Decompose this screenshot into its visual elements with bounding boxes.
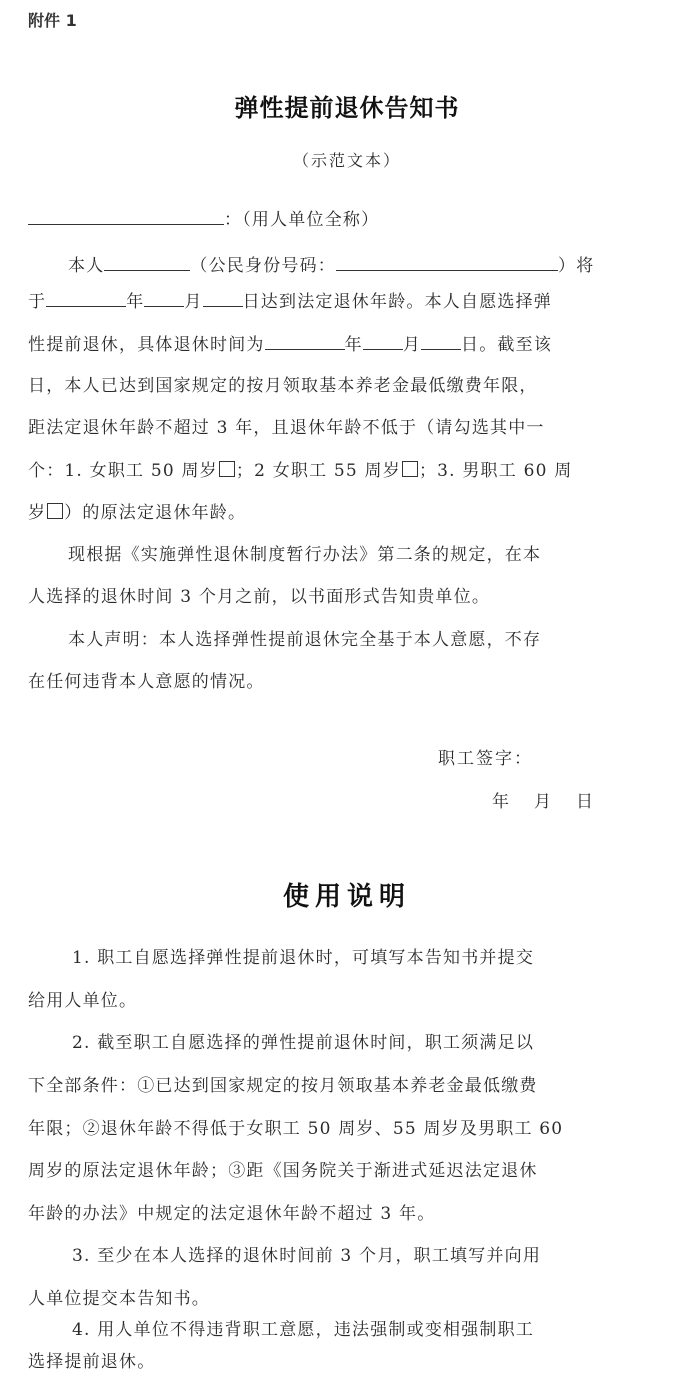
p1-line-2 bbox=[28, 288, 650, 314]
instruction-3-line-1: 3. 至少在本人选择的退休时间前 3 个月，职工填写并向用 bbox=[72, 1246, 542, 1266]
p1-text: 年 bbox=[344, 335, 363, 355]
signature-label: 职工签字： bbox=[438, 749, 533, 769]
instruction-1-line-1: 1. 职工自愿选择弹性提前退休时，可填写本告知书并提交 bbox=[72, 948, 535, 968]
p1-line-7 bbox=[28, 501, 650, 525]
p1-line-3 bbox=[28, 331, 650, 357]
p1-text: ；2 女职工 55 周岁 bbox=[235, 461, 401, 481]
name-blank[interactable] bbox=[104, 252, 190, 271]
instruction-4-line-2: 选择提前退休。 bbox=[28, 1352, 156, 1372]
retire-month-blank[interactable] bbox=[363, 331, 403, 350]
instruction-3-line-2: 人单位提交本告知书。 bbox=[28, 1289, 210, 1309]
p2-line-2: 人选择的退休时间 3 个月之前，以书面形式告知贵单位。 bbox=[28, 587, 491, 607]
p1-text: 个：1. 女职工 50 周岁 bbox=[28, 461, 218, 481]
instruction-4-line-1: 4. 用人单位不得违背职工意愿，违法强制或变相强制职工 bbox=[72, 1320, 535, 1340]
id-number-blank[interactable] bbox=[336, 252, 558, 271]
male-60-checkbox[interactable] bbox=[47, 503, 63, 519]
p1-text: 日达到法定退休年龄。本人自愿选择弹 bbox=[242, 292, 553, 312]
p1-text: ）的原法定退休年龄。 bbox=[64, 503, 247, 523]
p2-line-1: 现根据《实施弹性退休制度暂行办法》第二条的规定，在本 bbox=[68, 545, 542, 565]
addressee-suffix: ：（用人单位全称） bbox=[224, 210, 380, 230]
female-55-checkbox[interactable] bbox=[402, 461, 418, 477]
retire-day-blank[interactable] bbox=[421, 331, 461, 350]
p1-text: 月 bbox=[402, 335, 422, 355]
instruction-2-line-1: 2. 截至职工自愿选择的弹性提前退休时间，职工须满足以 bbox=[72, 1033, 535, 1053]
attachment-label: 附件 1 bbox=[28, 11, 77, 30]
p1-text: 岁 bbox=[28, 503, 47, 523]
p1-text: ）将 bbox=[558, 256, 595, 276]
signature-date: 年 月 日 bbox=[492, 792, 597, 812]
p1-text: 年 bbox=[126, 292, 145, 312]
legal-age-year-blank[interactable] bbox=[46, 288, 126, 307]
instructions-title: 使用说明 bbox=[282, 882, 411, 912]
p1-line-4: 日，本人已达到国家规定的按月领取基本养老金最低缴费年限， bbox=[28, 376, 538, 396]
female-50-checkbox[interactable] bbox=[219, 461, 235, 477]
instruction-2-line-2: 下全部条件：①已达到国家规定的按月领取基本养老金最低缴费 bbox=[28, 1076, 538, 1096]
instruction-1-line-2: 给用人单位。 bbox=[28, 991, 138, 1011]
addressee-line bbox=[28, 206, 650, 232]
p1-line-5: 距法定退休年龄不超过 3 年，且退休年龄不低于（请勾选其中一 bbox=[28, 418, 545, 438]
p1-text: ；3. 男职工 60 周 bbox=[418, 461, 573, 481]
instruction-2-line-3: 年限；②退休年龄不得低于女职工 50 周岁、55 周岁及男职工 60 bbox=[28, 1119, 564, 1139]
legal-age-month-blank[interactable] bbox=[144, 288, 184, 307]
p1-text: 月 bbox=[184, 292, 203, 312]
instruction-2-line-4: 周岁的原法定退休年龄；③距《国务院关于渐进式延迟法定退休 bbox=[28, 1161, 538, 1181]
p1-text: 于 bbox=[28, 292, 47, 312]
legal-age-day-blank[interactable] bbox=[203, 288, 243, 307]
p1-text: 日。截至该 bbox=[461, 335, 553, 355]
p1-text: （公民身份号码： bbox=[190, 256, 337, 276]
p1-text: 本人 bbox=[68, 256, 105, 276]
page-title: 弹性提前退休告知书 bbox=[234, 94, 460, 122]
employer-name-blank[interactable] bbox=[28, 206, 224, 225]
instruction-2-line-5: 年龄的办法》中规定的法定退休年龄不超过 3 年。 bbox=[28, 1204, 436, 1224]
page-subtitle: （示范文本） bbox=[292, 151, 401, 170]
p3-line-1: 本人声明：本人选择弹性提前退休完全基于本人意愿，不存 bbox=[68, 630, 542, 650]
p1-line-1 bbox=[28, 252, 650, 278]
p1-text: 性提前退休，具体退休时间为 bbox=[28, 335, 265, 355]
p3-line-2: 在任何违背本人意愿的情况。 bbox=[28, 672, 265, 692]
retire-year-blank[interactable] bbox=[265, 331, 345, 350]
p1-line-6 bbox=[28, 459, 650, 483]
